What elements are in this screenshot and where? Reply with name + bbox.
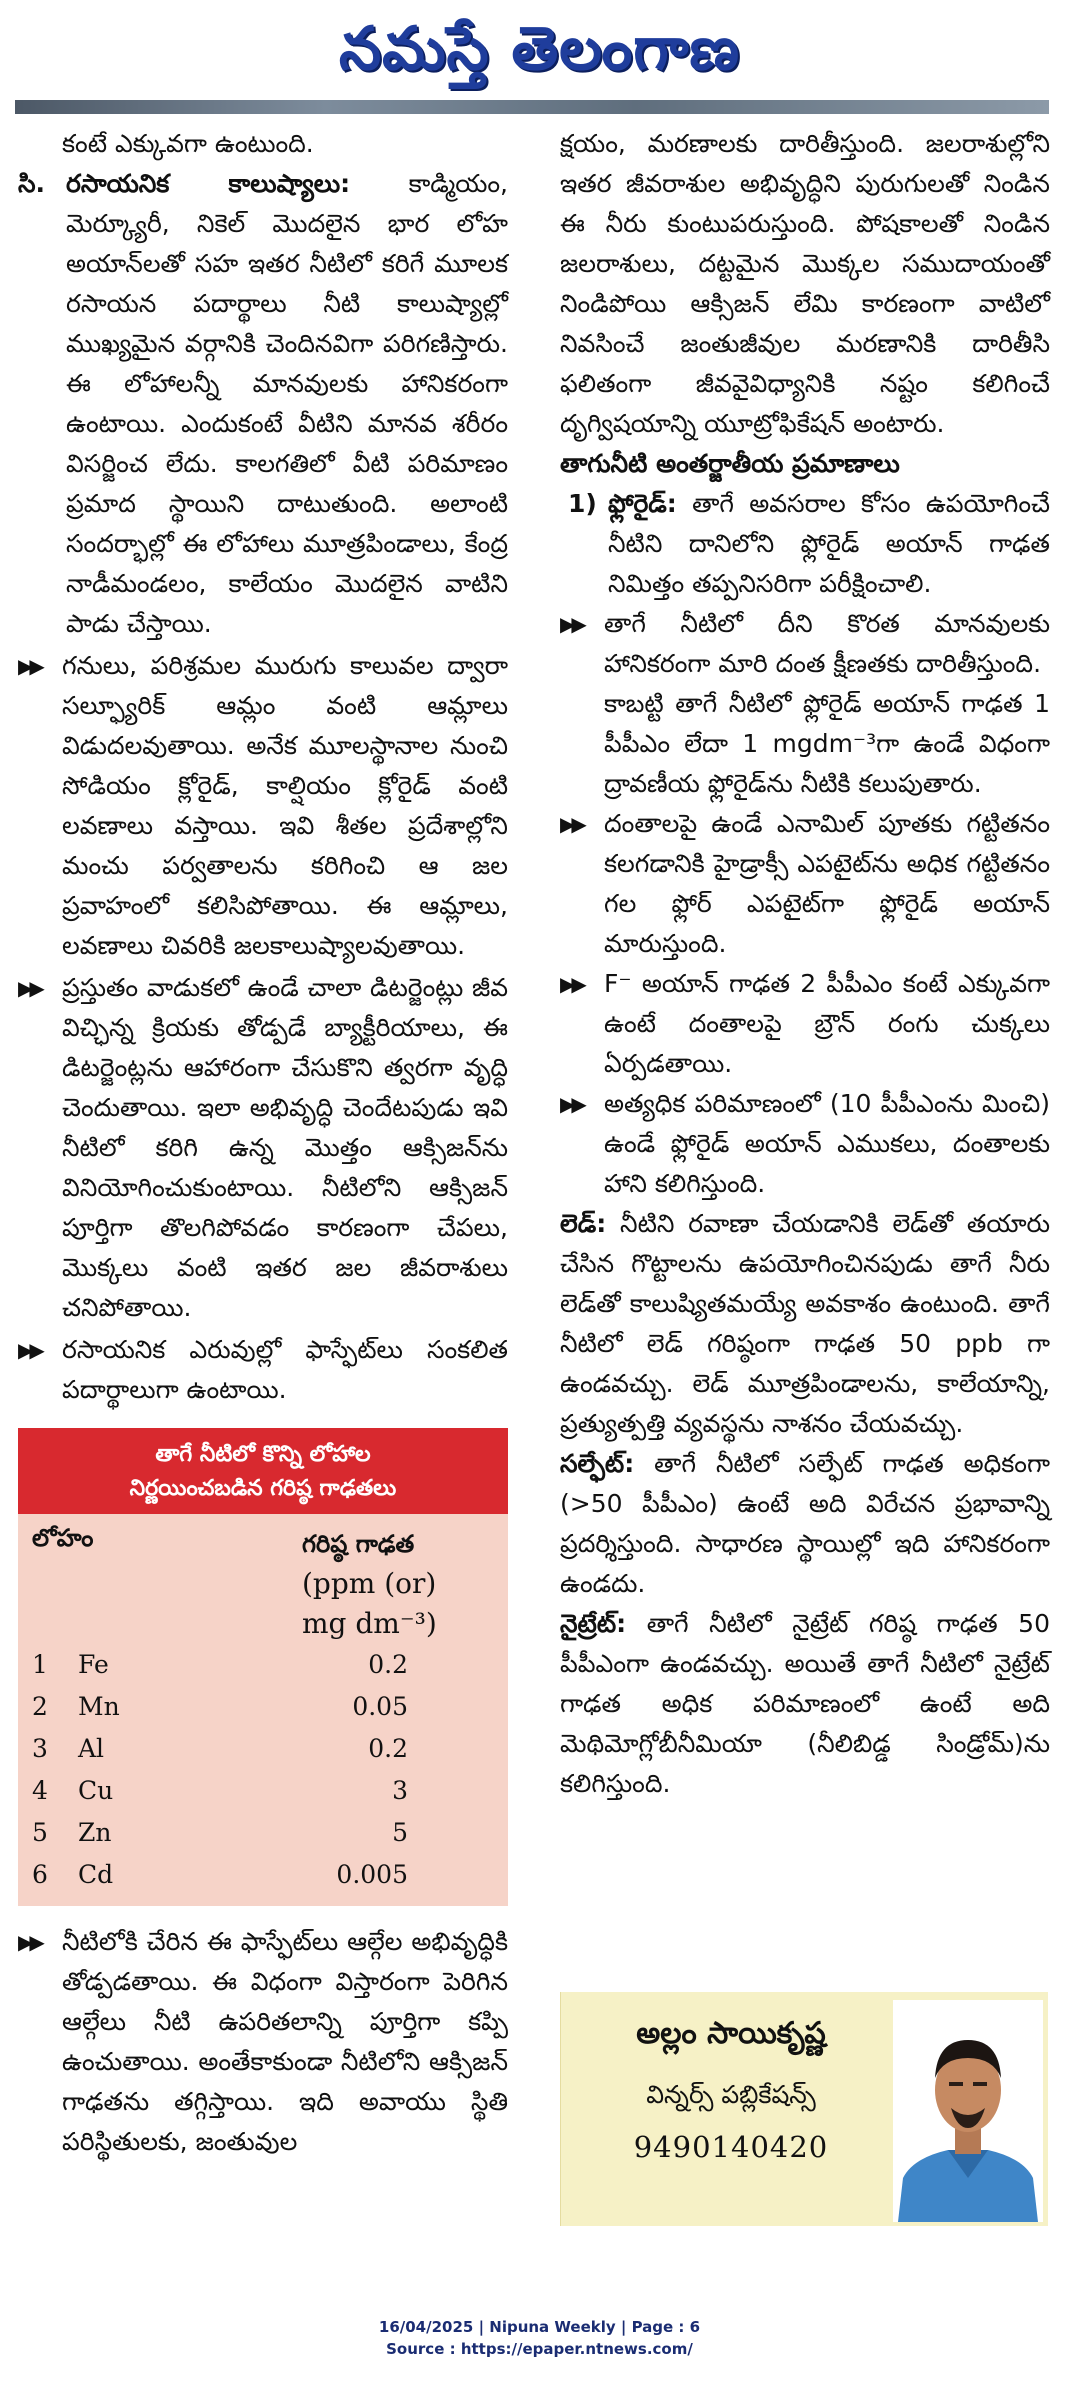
- table-row: [18, 1770, 508, 1812]
- row-value: 0.05: [352, 1692, 408, 1721]
- section-text: తాగే అవసరాల కోసం ఉపయోగించే నీటిని దానిలోని ఫ్లోరైడ్ అయాన్ గాఢత నిమిత్తం తప్పనిసరిగా పరీక్షించాలి.: [608, 489, 1050, 598]
- double-chevron-right-icon: ▶▶: [18, 1930, 41, 1954]
- row-number: 3: [32, 1734, 48, 1763]
- bullet-item: [18, 968, 508, 1328]
- right-column: [560, 124, 1050, 1804]
- bullet-text: అత్యధిక పరిమాణంలో (10 పీపీఎంను మించి) ఉండే ఫ్లోరైడ్ అయాన్ ఎముకలు, దంతాలకు హాని కలిగిస్తుంది.: [604, 1089, 1050, 1198]
- double-chevron-right-icon: ▶▶: [560, 972, 583, 996]
- double-chevron-right-icon: ▶▶: [18, 654, 41, 678]
- double-chevron-right-icon: ▶▶: [560, 1092, 583, 1116]
- section-title: రసాయనిక కాలుష్యాలు:: [66, 169, 351, 198]
- paragraph: క్షయం, మరణాలకు దారితీస్తుంది. జలరాశుల్లోని ఇతర జీవరాశుల అభివృద్ధిని పురుగులతో నిండిన ఈ నీరు కుంటుపరుస్తుంది. పోషకాలతో నిండిన జలరాశులు, దట్టమైన మొక్కల సముదాయంతో నిండిపోయి ఆక్సిజన్ లేమి కారణంగా వాటిలో నివసించే జంతుజీవుల మరణానికి దారితీసి ఫలితంగా జీవవైవిధ్యానికి నష్టం కలిగించే దృగ్విషయాన్ని యూట్రోఫికేషన్ అంటారు.: [560, 129, 1050, 438]
- author-photo: [893, 2000, 1043, 2222]
- table-row: [18, 1854, 508, 1896]
- section-body: [608, 484, 1050, 604]
- left-column: [18, 124, 508, 2162]
- bullet-text: ప్రస్తుతం వాడుకలో ఉండే చాలా డిటర్జెంట్లు జీవ విచ్ఛిన్న క్రియకు తోడ్పడే బ్యాక్టీరియాలు, ఈ డిటర్జెంట్లను ఆహారంగా చేసుకొని త్వరగా వృద్ధి చెందుతాయి. ఇలా అభివృద్ధి చెందేటపుడు ఇవి నీటిలో కరిగి ఉన్న మొత్తం ఆక్సిజన్‌ను వినియోగించుకుంటాయి. నీటిలోని ఆక్సిజన్ పూర్తిగా తొలగిపోవడం కారణంగా చేపలు, మొక్కలు వంటి ఇతర జల జీవరాశులు చనిపోతాయి.: [62, 973, 508, 1322]
- double-chevron-right-icon: ▶▶: [18, 1338, 41, 1362]
- bullet-item: [560, 964, 1050, 1084]
- section-fluoride: [560, 484, 1050, 604]
- row-number: 2: [32, 1692, 48, 1721]
- section-lead: [560, 1204, 1050, 1444]
- newspaper-logo-title: నమస్తే తెలంగాణ: [338, 14, 741, 84]
- column-header-metal: లోహం: [32, 1524, 94, 1552]
- bullet-item: [560, 804, 1050, 964]
- bullet-text: గనులు, పరిశ్రమల మురుగు కాలువల ద్వారా సల్ఫ్యూరిక్ ఆమ్లం వంటి ఆమ్లాలు విడుదలవుతాయి. అనేక మూలస్థానాల నుంచి సోడియం క్లోరైడ్, కాల్షియం క్లోరైడ్ వంటి లవణాలు వస్తాయి. ఇవి శీతల ప్రదేశాల్లోని మంచు పర్వతాలను కరిగించి ఆ జల ప్రవాహంలో కలిసిపోతాయి. ఈ ఆమ్లాలు, లవణాలు చివరికి జలకాలుష్యాలవుతాయి.: [62, 651, 508, 960]
- row-value: 0.2: [368, 1734, 408, 1763]
- paragraph: కంటే ఎక్కువగా ఉంటుంది.: [62, 129, 314, 158]
- header-divider-bar: [15, 100, 1049, 114]
- double-chevron-right-icon: ▶▶: [560, 612, 583, 636]
- table-title: [18, 1428, 508, 1514]
- bullet-text: F⁻ అయాన్ గాఢత 2 పీపీఎం కంటే ఎక్కువగా ఉంటే దంతాలపై బ్రౌన్ రంగు చుక్కలు ఏర్పడతాయి.: [604, 969, 1050, 1078]
- row-value: 0.2: [368, 1650, 408, 1679]
- column-header-line: mg dm⁻³): [302, 1607, 437, 1640]
- row-number: 4: [32, 1776, 48, 1805]
- section-text: తాగే నీటిలో సల్ఫేట్ గాఢత అధికంగా (>50 పీపీఎం) ఉంటే అది విరేచన ప్రభావాన్ని ప్రదర్శిస్తుంది. సాధారణ స్థాయిల్లో ఇది హానికరంగా ఉండదు.: [560, 1449, 1050, 1598]
- section-title: ఫ్లోరైడ్:: [608, 489, 677, 518]
- table-bottom-padding: [18, 1896, 508, 1906]
- bullet-item: [560, 1084, 1050, 1204]
- section-sulphate: [560, 1444, 1050, 1604]
- section-text: కాడ్మియం, మెర్క్యూరీ, నికెల్ మొదలైన భార లోహ అయాన్‌లతో సహ ఇతర నీటిలో కరిగే మూలక రసాయన పదార్థాలు నీటి కాలుష్యాల్లో ముఖ్యమైన వర్గానికి చెందినవిగా పరిగణిస్తారు. ఈ లోహాలన్నీ మానవులకు హానికరంగా ఉంటాయి. ఎందుకంటే వీటిని మానవ శరీరం విసర్జించ లేదు. కాలగతిలో వీటి పరిమాణం ప్రమాద స్థాయిని దాటుతుంది. అలాంటి సందర్భాల్లో ఈ లోహాలు మూత్రపిండాలు, కేంద్ర నాడీమండలం, కాలేయం మొదలైన వాటిని పాడు చేస్తాయి.: [66, 169, 509, 638]
- section-label: సి.: [18, 169, 46, 198]
- section-heading: తాగునీటి అంతర్జాతీయ ప్రమాణాలు: [560, 449, 900, 478]
- row-metal: Zn: [78, 1818, 112, 1847]
- section-title: సల్ఫేట్:: [560, 1449, 635, 1478]
- bullet-text: నీటిలోకి చేరిన ఈ ఫాస్ఫేట్‌లు ఆల్గేల అభివృద్ధికి తోడ్పడతాయి. ఈ విధంగా విస్తారంగా పెరిగిన ఆల్గేలు నీటి ఉపరితలాన్ని పూర్తిగా కప్పి ఉంచుతాయి. అంతేకాకుండా నీటిలోని ఆక్సిజన్ గాఢతను తగ్గిస్తాయి. ఇది అవాయు స్థితి పరిస్థితులకు, జంతువుల: [62, 1927, 508, 2156]
- section-text: తాగే నీటిలో నైట్రేట్ గరిష్ఠ గాఢత 50 పీపీఎంగా ఉండవచ్చు. అయితే తాగే నీటిలో నైట్రేట్ గాఢత అధిక పరిమాణంలో ఉంటే అది మెథిమోగ్లోబీనీమియా (నీలిబిడ్డ సిండ్రోమ్)ను కలిగిస్తుంది.: [560, 1609, 1050, 1798]
- section-label: 1): [568, 489, 597, 518]
- author-name: అల్లం సాయికృష్ణ: [636, 2016, 826, 2051]
- column-header-concentration: [302, 1524, 494, 1644]
- double-chevron-right-icon: ▶▶: [560, 812, 583, 836]
- row-metal: Fe: [78, 1650, 109, 1679]
- metal-concentration-table: [18, 1428, 508, 1906]
- row-value: 3: [392, 1776, 408, 1805]
- column-header-line: (ppm (or): [302, 1567, 437, 1600]
- author-portrait-icon: [893, 2000, 1043, 2222]
- page-footer: [0, 2316, 1079, 2360]
- bullet-text: రసాయనిక ఎరువుల్లో ఫాస్ఫేట్‌లు సంకలిత పదార్థాలుగా ఉంటాయి.: [62, 1335, 508, 1404]
- bullet-item: [18, 1922, 508, 2162]
- bullet-item: [18, 646, 508, 966]
- row-value: 5: [392, 1818, 408, 1847]
- author-phone: 9490140420: [633, 2130, 829, 2164]
- bullet-text: దంతాలపై ఉండే ఎనామిల్ పూతకు గట్టితనం కలగడానికి హైడ్రాక్సీ ఎపటైట్‌ను అధిక గట్టితనం గల ఫ్లోర్ ఎపటైట్‌గా ఫ్లోరైడ్ అయాన్ మారుస్తుంది.: [604, 809, 1050, 958]
- table-row: [18, 1686, 508, 1728]
- section-body: [66, 164, 508, 644]
- column-header-line: గరిష్ఠ గాఢత: [302, 1530, 415, 1558]
- section-title: నైట్రేట్:: [560, 1609, 627, 1638]
- author-organization: విన్నర్స్ పబ్లికేషన్స్: [646, 2080, 816, 2109]
- section-text: నీటిని రవాణా చేయడానికి లెడ్‌తో తయారు చేసిన గొట్టాలను ఉపయోగించినపుడు తాగే నీరు లెడ్‌తో కాలుష్యితమయ్యే అవకాశం ఉంటుంది. తాగే నీటిలో లెడ్ గరిష్ఠంగా గాఢత 50 ppb గా ఉండవచ్చు. లెడ్ మూత్రపిండాలను, కాలేయాన్ని, ప్రత్యుత్పత్తి వ్యవస్థను నాశనం చేయవచ్చు.: [560, 1209, 1050, 1438]
- footer-source-line: Source : https://epaper.ntnews.com/: [386, 2340, 693, 2358]
- author-box: [560, 1992, 1048, 2226]
- double-chevron-right-icon: ▶▶: [18, 976, 41, 1000]
- bullet-text: తాగే నీటిలో దీని కొరత మానవులకు హానికరంగా మారి దంత క్షీణతకు దారితీస్తుంది.: [604, 609, 1050, 678]
- row-number: 5: [32, 1818, 48, 1847]
- table-row: [18, 1644, 508, 1686]
- row-value: 0.005: [336, 1860, 408, 1889]
- section-chemical-pollutants: [18, 164, 508, 644]
- table-title-line: నిర్ణయించబడిన గరిష్ఠ గాఢతలు: [129, 1476, 397, 1501]
- row-number: 1: [32, 1650, 48, 1679]
- masthead: [0, 0, 1079, 100]
- footer-issue-line: 16/04/2025 | Nipuna Weekly | Page : 6: [378, 2318, 701, 2336]
- table-row: [18, 1812, 508, 1854]
- row-number: 6: [32, 1860, 48, 1889]
- row-metal: Al: [78, 1734, 105, 1763]
- section-title: లెడ్:: [560, 1209, 607, 1238]
- section-nitrate: [560, 1604, 1050, 1804]
- table-title-line: తాగే నీటిలో కొన్ని లోహాల: [155, 1442, 371, 1467]
- row-metal: Cu: [78, 1776, 114, 1805]
- paragraph: కాబట్టి తాగే నీటిలో ఫ్లోరైడ్ అయాన్ గాఢత 1 పీపీఎం లేదా 1 mgdm⁻³గా ఉండే విధంగా ద్రావణీయ ఫ్లోరైడ్‌ను నీటికి కలుపుతారు.: [604, 689, 1050, 798]
- row-metal: Cd: [78, 1860, 114, 1889]
- bullet-item: [18, 1330, 508, 1410]
- bullet-item: [560, 604, 1050, 684]
- table-column-headers: [18, 1514, 508, 1644]
- row-metal: Mn: [78, 1692, 120, 1721]
- table-row: [18, 1728, 508, 1770]
